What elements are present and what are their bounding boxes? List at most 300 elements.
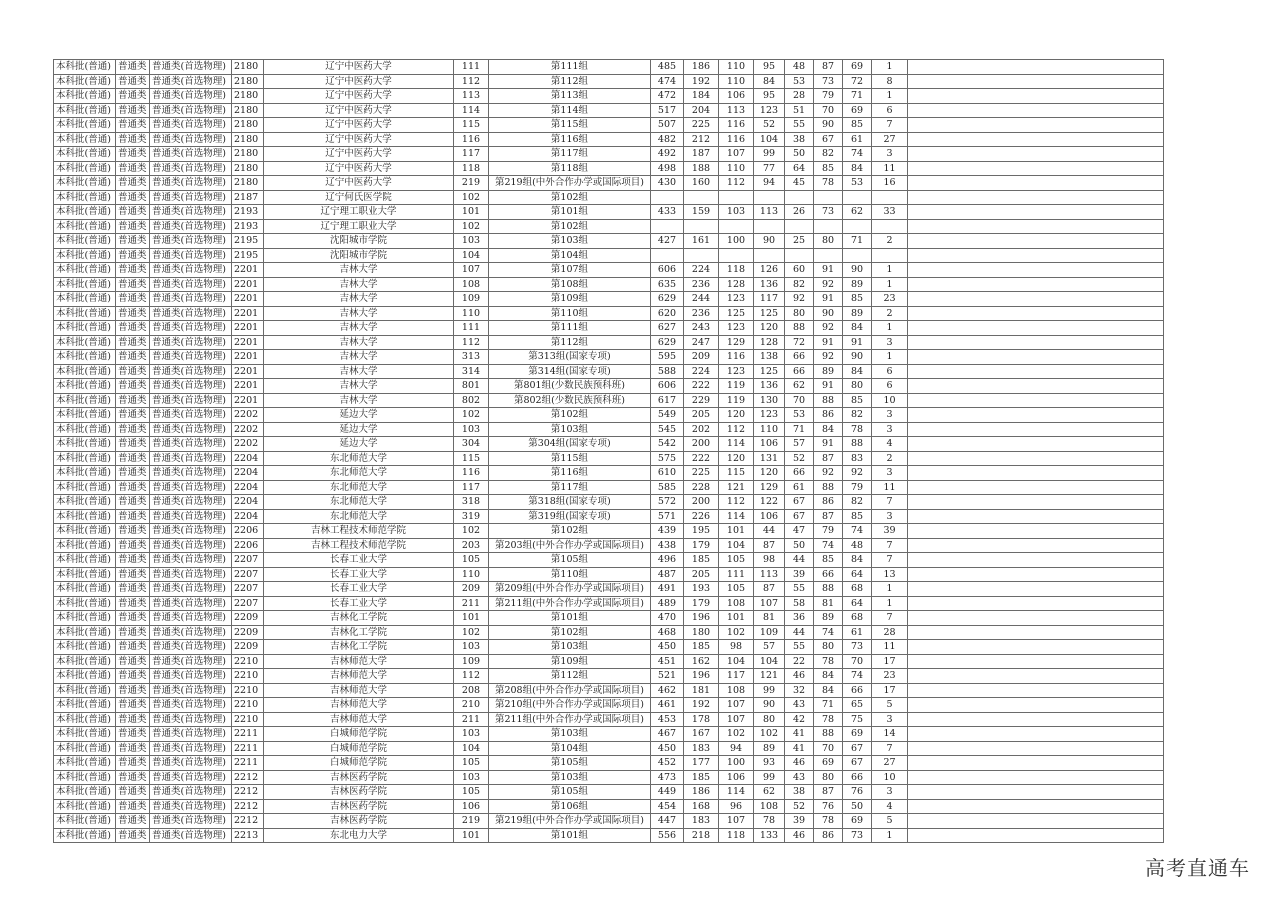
cell-group-code: 102 [454,408,489,423]
cell-rank-a: 202 [684,422,719,437]
cell-rank-b: 108 [719,683,754,698]
cell-rank-e: 70 [814,741,843,756]
cell-batch: 本科批(普通) [54,495,116,510]
cell-school-code: 2193 [232,205,264,220]
table-row [54,480,1164,495]
cell-rank-f: 90 [843,263,872,278]
cell-category: 普通类 [116,205,150,220]
cell-rank-d: 82 [785,277,814,292]
cell-school-code: 2204 [232,451,264,466]
cell-category: 普通类 [116,727,150,742]
cell-rank-a: 179 [684,538,719,553]
cell-rank-a [684,219,719,234]
cell-empty [908,321,1164,336]
cell-batch: 本科批(普通) [54,132,116,147]
cell-rank-f: 72 [843,74,872,89]
cell-subject-group: 普通类(首选物理) [150,103,232,118]
cell-rank-f: 69 [843,60,872,75]
cell-rank-e: 87 [814,451,843,466]
cell-subject-group: 普通类(首选物理) [150,669,232,684]
cell-empty [908,437,1164,452]
cell-school-name: 吉林医药学院 [264,799,454,814]
table-row [54,698,1164,713]
cell-school-name: 吉林师范大学 [264,654,454,669]
cell-score: 585 [651,480,684,495]
cell-rank-b: 114 [719,437,754,452]
cell-rank-d: 67 [785,509,814,524]
cell-school-name: 吉林大学 [264,277,454,292]
cell-empty [908,538,1164,553]
cell-subject-group: 普通类(首选物理) [150,524,232,539]
cell-rank-b [719,219,754,234]
cell-subject-group: 普通类(首选物理) [150,538,232,553]
cell-rank-d: 44 [785,625,814,640]
table-row [54,770,1164,785]
cell-empty [908,756,1164,771]
cell-subject-group: 普通类(首选物理) [150,466,232,481]
cell-group-name: 第802组(少数民族预科班) [489,393,651,408]
cell-empty [908,335,1164,350]
cell-subject-group: 普通类(首选物理) [150,495,232,510]
cell-group-name: 第219组(中外合作办学或国际项目) [489,176,651,191]
cell-school-name: 吉林工程技术师范学院 [264,524,454,539]
cell-rank-e: 91 [814,335,843,350]
cell-group-code: 319 [454,509,489,524]
cell-count: 28 [872,625,908,640]
cell-category: 普通类 [116,785,150,800]
cell-subject-group: 普通类(首选物理) [150,741,232,756]
cell-rank-d: 92 [785,292,814,307]
cell-rank-f: 66 [843,770,872,785]
cell-empty [908,828,1164,843]
cell-school-name: 吉林化工学院 [264,640,454,655]
cell-group-code: 109 [454,654,489,669]
cell-rank-f: 69 [843,103,872,118]
cell-category: 普通类 [116,248,150,263]
cell-rank-a: 188 [684,161,719,176]
table-row [54,393,1164,408]
table-row [54,553,1164,568]
cell-rank-f: 64 [843,567,872,582]
cell-rank-d: 47 [785,524,814,539]
table-row [54,205,1164,220]
cell-category: 普通类 [116,466,150,481]
cell-batch: 本科批(普通) [54,103,116,118]
cell-category: 普通类 [116,190,150,205]
cell-group-name: 第111组 [489,60,651,75]
cell-category: 普通类 [116,306,150,321]
cell-score: 449 [651,785,684,800]
cell-rank-d: 71 [785,422,814,437]
cell-rank-c: 107 [754,596,785,611]
cell-rank-f: 71 [843,234,872,249]
cell-subject-group: 普通类(首选物理) [150,263,232,278]
cell-school-name: 辽宁何氏医学院 [264,190,454,205]
cell-group-code: 116 [454,466,489,481]
cell-category: 普通类 [116,814,150,829]
cell-rank-e: 91 [814,292,843,307]
cell-subject-group: 普通类(首选物理) [150,611,232,626]
cell-category: 普通类 [116,524,150,539]
cell-rank-b: 120 [719,408,754,423]
table-row [54,277,1164,292]
cell-school-name: 长春工业大学 [264,596,454,611]
cell-group-code: 802 [454,393,489,408]
cell-rank-d: 39 [785,567,814,582]
cell-empty [908,277,1164,292]
cell-rank-f: 61 [843,132,872,147]
cell-empty [908,567,1164,582]
cell-empty [908,147,1164,162]
cell-category: 普通类 [116,640,150,655]
cell-rank-a: 244 [684,292,719,307]
cell-rank-a: 196 [684,669,719,684]
cell-subject-group: 普通类(首选物理) [150,698,232,713]
cell-rank-d: 50 [785,538,814,553]
cell-group-name: 第314组(国家专项) [489,364,651,379]
cell-score: 489 [651,596,684,611]
cell-group-code: 110 [454,306,489,321]
cell-rank-e: 91 [814,437,843,452]
cell-batch: 本科批(普通) [54,712,116,727]
cell-rank-e: 92 [814,277,843,292]
cell-school-name: 长春工业大学 [264,567,454,582]
cell-score: 492 [651,147,684,162]
cell-group-code: 102 [454,524,489,539]
cell-empty [908,480,1164,495]
cell-rank-f: 69 [843,727,872,742]
cell-rank-a: 180 [684,625,719,640]
cell-school-code: 2180 [232,103,264,118]
cell-school-name: 吉林大学 [264,379,454,394]
cell-category: 普通类 [116,219,150,234]
cell-rank-b [719,248,754,263]
cell-count: 27 [872,132,908,147]
cell-group-name: 第101组 [489,205,651,220]
table-row [54,799,1164,814]
cell-rank-d: 38 [785,132,814,147]
cell-group-code: 104 [454,248,489,263]
cell-rank-c: 104 [754,654,785,669]
cell-rank-c [754,190,785,205]
cell-batch: 本科批(普通) [54,277,116,292]
cell-school-code: 2201 [232,263,264,278]
cell-rank-b: 116 [719,132,754,147]
cell-rank-c: 102 [754,727,785,742]
cell-rank-a: 177 [684,756,719,771]
cell-rank-a: 178 [684,712,719,727]
cell-batch: 本科批(普通) [54,611,116,626]
cell-category: 普通类 [116,770,150,785]
cell-rank-b: 112 [719,495,754,510]
cell-count: 23 [872,292,908,307]
cell-rank-c: 95 [754,60,785,75]
cell-count: 2 [872,306,908,321]
cell-rank-f: 73 [843,828,872,843]
cell-rank-e: 91 [814,263,843,278]
cell-batch: 本科批(普通) [54,480,116,495]
cell-group-code: 101 [454,828,489,843]
cell-rank-f: 67 [843,741,872,756]
cell-score: 433 [651,205,684,220]
cell-school-name: 东北师范大学 [264,509,454,524]
cell-rank-b: 103 [719,205,754,220]
cell-school-code: 2211 [232,741,264,756]
cell-school-code: 2207 [232,553,264,568]
cell-group-name: 第116组 [489,466,651,481]
cell-rank-c: 128 [754,335,785,350]
cell-category: 普通类 [116,364,150,379]
cell-empty [908,89,1164,104]
table-row [54,379,1164,394]
cell-score: 468 [651,625,684,640]
cell-score: 454 [651,799,684,814]
cell-group-code: 105 [454,785,489,800]
cell-rank-a: 196 [684,611,719,626]
cell-rank-f: 92 [843,466,872,481]
cell-group-name: 第105组 [489,756,651,771]
cell-school-name: 吉林大学 [264,306,454,321]
cell-rank-d: 70 [785,393,814,408]
watermark-text: 高考直通车 [1145,856,1250,880]
cell-rank-c: 78 [754,814,785,829]
cell-rank-b: 107 [719,698,754,713]
cell-group-code: 219 [454,814,489,829]
cell-rank-b: 100 [719,234,754,249]
cell-rank-f: 68 [843,582,872,597]
table-row [54,741,1164,756]
cell-count: 23 [872,669,908,684]
cell-subject-group: 普通类(首选物理) [150,306,232,321]
cell-empty [908,712,1164,727]
cell-rank-c: 121 [754,669,785,684]
cell-subject-group: 普通类(首选物理) [150,712,232,727]
cell-rank-d: 36 [785,611,814,626]
cell-empty [908,219,1164,234]
cell-rank-e: 70 [814,103,843,118]
cell-rank-c [754,219,785,234]
cell-group-name: 第112组 [489,669,651,684]
cell-score: 453 [651,712,684,727]
cell-rank-a: 195 [684,524,719,539]
cell-rank-b: 107 [719,814,754,829]
cell-school-code: 2201 [232,335,264,350]
cell-score: 485 [651,60,684,75]
cell-count: 5 [872,698,908,713]
cell-batch: 本科批(普通) [54,814,116,829]
cell-rank-b: 128 [719,277,754,292]
cell-rank-d: 28 [785,89,814,104]
cell-group-name: 第209组(中外合作办学或国际项目) [489,582,651,597]
cell-rank-b: 106 [719,770,754,785]
cell-category: 普通类 [116,89,150,104]
cell-rank-f: 48 [843,538,872,553]
cell-group-name: 第103组 [489,770,651,785]
cell-school-code: 2195 [232,248,264,263]
cell-rank-f: 82 [843,495,872,510]
cell-rank-e: 84 [814,683,843,698]
cell-rank-b: 107 [719,147,754,162]
cell-category: 普通类 [116,74,150,89]
cell-rank-e: 85 [814,161,843,176]
cell-count: 2 [872,451,908,466]
cell-score: 610 [651,466,684,481]
cell-group-name: 第110组 [489,306,651,321]
cell-empty [908,698,1164,713]
cell-subject-group: 普通类(首选物理) [150,785,232,800]
cell-category: 普通类 [116,799,150,814]
cell-school-code: 2212 [232,785,264,800]
cell-school-name: 吉林工程技术师范学院 [264,538,454,553]
cell-batch: 本科批(普通) [54,161,116,176]
cell-subject-group: 普通类(首选物理) [150,582,232,597]
cell-group-code: 103 [454,234,489,249]
cell-rank-e: 78 [814,176,843,191]
cell-rank-e: 73 [814,205,843,220]
cell-group-name: 第211组(中外合作办学或国际项目) [489,712,651,727]
cell-rank-e: 69 [814,756,843,771]
cell-category: 普通类 [116,611,150,626]
cell-subject-group: 普通类(首选物理) [150,727,232,742]
cell-subject-group: 普通类(首选物理) [150,350,232,365]
cell-score: 452 [651,756,684,771]
cell-empty [908,495,1164,510]
cell-group-name: 第118组 [489,161,651,176]
cell-school-name: 辽宁中医药大学 [264,118,454,133]
cell-count: 3 [872,509,908,524]
cell-school-code: 2212 [232,814,264,829]
cell-school-name: 辽宁中医药大学 [264,147,454,162]
cell-rank-a: 224 [684,263,719,278]
cell-category: 普通类 [116,741,150,756]
cell-group-code: 211 [454,712,489,727]
table-row [54,74,1164,89]
cell-empty [908,176,1164,191]
cell-subject-group: 普通类(首选物理) [150,683,232,698]
cell-empty [908,263,1164,278]
cell-rank-e: 91 [814,379,843,394]
cell-school-name: 白城师范学院 [264,727,454,742]
cell-rank-c: 126 [754,263,785,278]
cell-rank-c: 87 [754,538,785,553]
cell-subject-group: 普通类(首选物理) [150,814,232,829]
cell-group-name: 第102组 [489,190,651,205]
cell-subject-group: 普通类(首选物理) [150,640,232,655]
cell-rank-e [814,219,843,234]
cell-school-name: 吉林大学 [264,335,454,350]
cell-rank-d: 80 [785,306,814,321]
cell-rank-d: 22 [785,654,814,669]
cell-count: 1 [872,582,908,597]
cell-group-name: 第313组(国家专项) [489,350,651,365]
cell-rank-c: 80 [754,712,785,727]
cell-rank-b: 114 [719,785,754,800]
cell-group-code: 210 [454,698,489,713]
cell-school-code: 2180 [232,60,264,75]
cell-category: 普通类 [116,437,150,452]
cell-school-code: 2204 [232,509,264,524]
cell-rank-d: 46 [785,669,814,684]
cell-batch: 本科批(普通) [54,828,116,843]
cell-rank-a: 179 [684,596,719,611]
cell-rank-c: 123 [754,103,785,118]
cell-school-code: 2213 [232,828,264,843]
cell-rank-d: 64 [785,161,814,176]
cell-group-name: 第102组 [489,219,651,234]
cell-count: 11 [872,480,908,495]
cell-rank-e: 87 [814,785,843,800]
cell-empty [908,306,1164,321]
cell-empty [908,683,1164,698]
cell-count: 5 [872,814,908,829]
cell-batch: 本科批(普通) [54,509,116,524]
cell-rank-d: 55 [785,582,814,597]
cell-rank-e: 86 [814,495,843,510]
cell-rank-f: 85 [843,509,872,524]
cell-batch: 本科批(普通) [54,219,116,234]
cell-count: 16 [872,176,908,191]
cell-category: 普通类 [116,669,150,684]
table-row [54,785,1164,800]
cell-group-name: 第102组 [489,524,651,539]
cell-rank-b: 102 [719,625,754,640]
cell-rank-f: 82 [843,408,872,423]
cell-rank-a: 224 [684,364,719,379]
cell-group-code: 105 [454,553,489,568]
cell-rank-e: 88 [814,480,843,495]
cell-score [651,219,684,234]
cell-group-name: 第104组 [489,741,651,756]
cell-school-name: 延边大学 [264,422,454,437]
cell-school-name: 东北师范大学 [264,495,454,510]
cell-school-code: 2180 [232,118,264,133]
cell-school-name: 辽宁理工职业大学 [264,219,454,234]
table-row [54,524,1164,539]
cell-rank-d: 67 [785,495,814,510]
cell-subject-group: 普通类(首选物理) [150,393,232,408]
cell-school-name: 东北师范大学 [264,466,454,481]
cell-school-code: 2202 [232,408,264,423]
cell-school-name: 吉林医药学院 [264,770,454,785]
cell-group-name: 第210组(中外合作办学或国际项目) [489,698,651,713]
cell-batch: 本科批(普通) [54,524,116,539]
cell-school-code: 2204 [232,495,264,510]
cell-school-code: 2211 [232,756,264,771]
cell-rank-c: 99 [754,683,785,698]
cell-school-code: 2207 [232,567,264,582]
cell-empty [908,234,1164,249]
cell-rank-a: 168 [684,799,719,814]
cell-group-code: 101 [454,205,489,220]
cell-score: 517 [651,103,684,118]
cell-rank-e: 90 [814,118,843,133]
cell-rank-c: 44 [754,524,785,539]
cell-group-code: 103 [454,422,489,437]
cell-batch: 本科批(普通) [54,741,116,756]
cell-category: 普通类 [116,335,150,350]
cell-empty [908,132,1164,147]
cell-score: 430 [651,176,684,191]
cell-batch: 本科批(普通) [54,669,116,684]
cell-group-code: 314 [454,364,489,379]
cell-score: 439 [651,524,684,539]
cell-score: 572 [651,495,684,510]
cell-group-code: 211 [454,596,489,611]
cell-category: 普通类 [116,698,150,713]
cell-rank-b: 100 [719,756,754,771]
cell-subject-group: 普通类(首选物理) [150,799,232,814]
cell-rank-e: 86 [814,408,843,423]
